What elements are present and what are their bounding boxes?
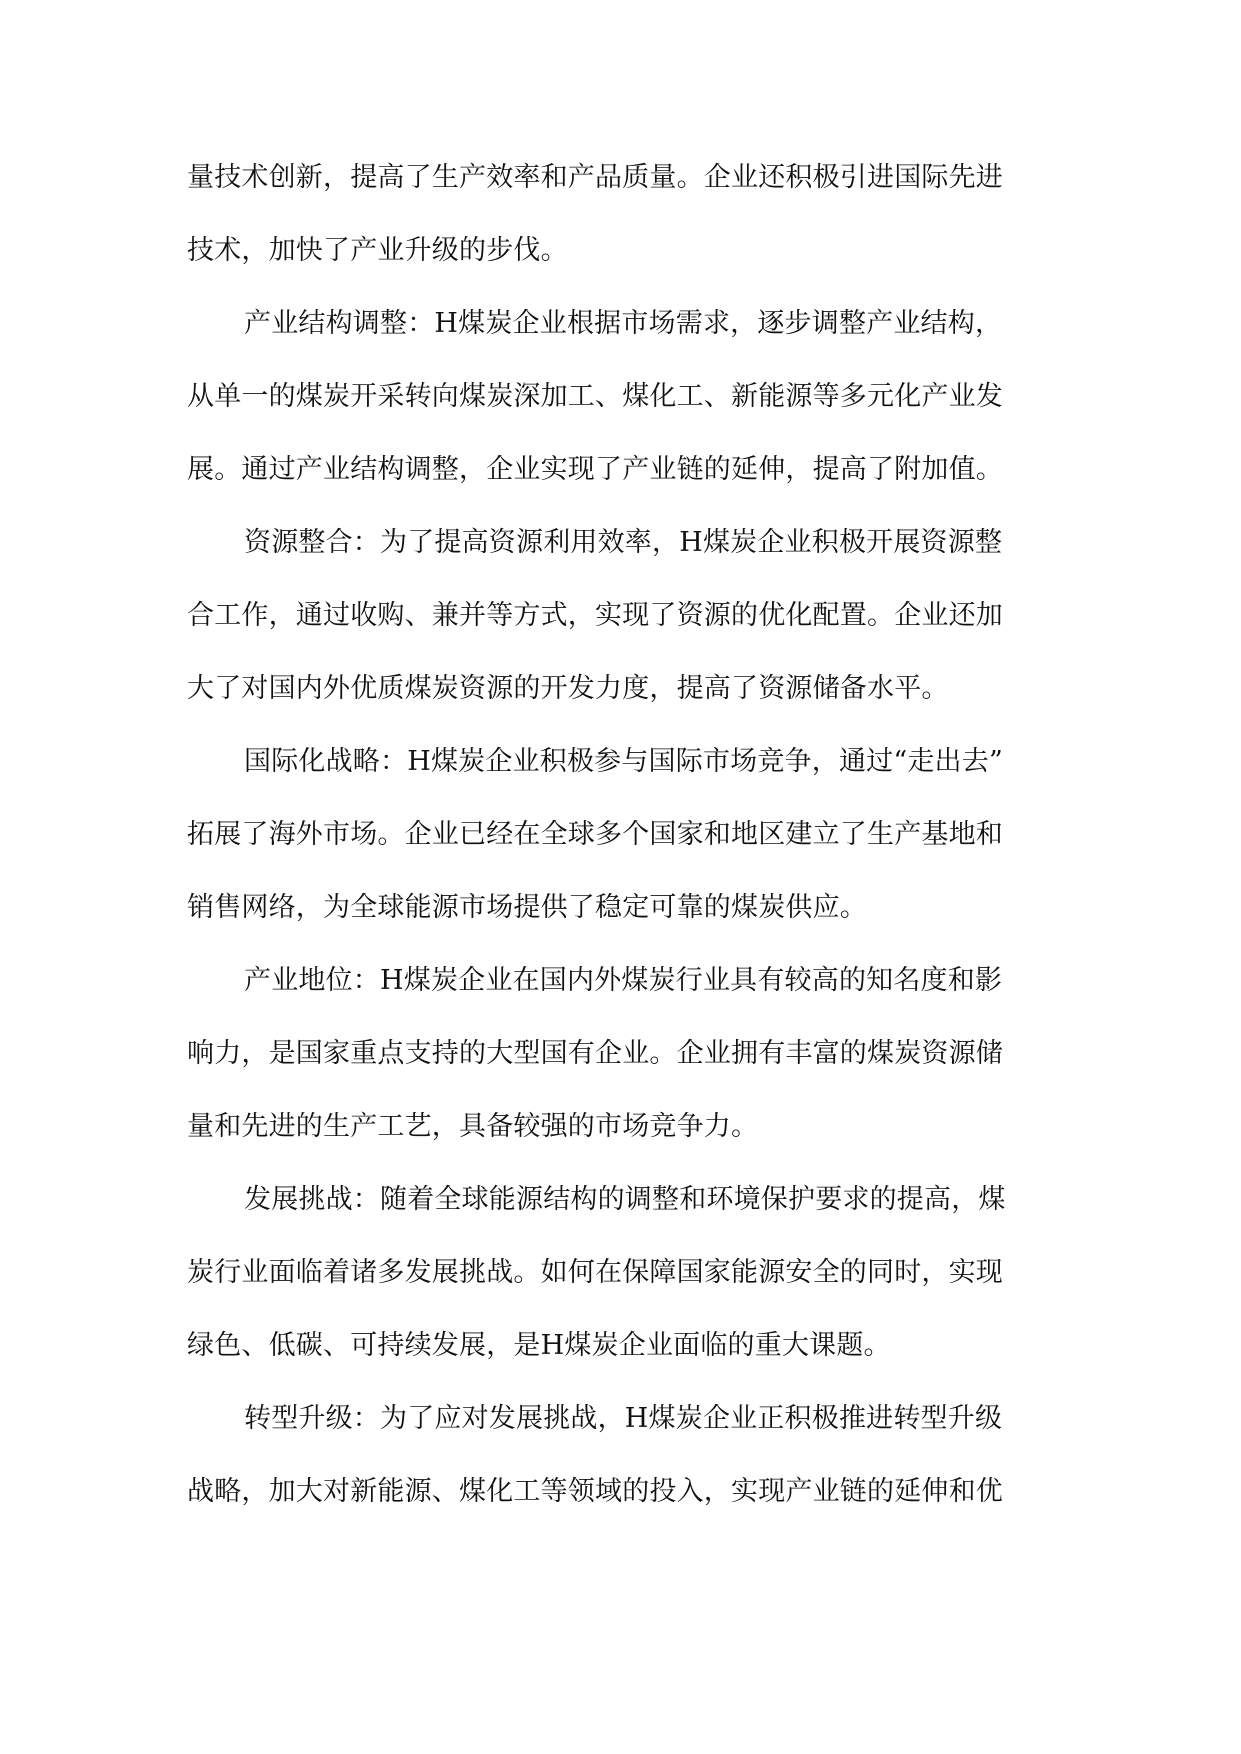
paragraph-development-challenges	[187, 1163, 1057, 1382]
paragraph-line: 合工作，通过收购、兼并等方式，实现了资源的优化配置。企业还加	[187, 600, 1003, 631]
paragraph-industry-position	[187, 944, 1057, 1163]
paragraph-line: 展。通过产业结构调整，企业实现了产业链的延伸，提高了附加值。	[187, 454, 1003, 485]
paragraph-line: 国际化战略：H煤炭企业积极参与国际市场竞争，通过“走出去”	[244, 746, 1003, 777]
paragraph-industry-structure	[187, 287, 1057, 506]
paragraph-line: 转型升级：为了应对发展挑战，H煤炭企业正积极推进转型升级	[244, 1403, 1003, 1434]
paragraph-line: 产业地位：H煤炭企业在国内外煤炭行业具有较高的知名度和影	[244, 965, 1003, 996]
paragraph-line: 拓展了海外市场。企业已经在全球多个国家和地区建立了生产基地和	[187, 819, 1003, 850]
paragraph-line: 大了对国内外优质煤炭资源的开发力度，提高了资源储备水平。	[187, 673, 949, 704]
paragraph-line: 量和先进的生产工艺，具备较强的市场竞争力。	[187, 1111, 759, 1142]
paragraph-line: 量技术创新，提高了生产效率和产品质量。企业还积极引进国际先进	[187, 162, 1003, 193]
paragraph-transformation-upgrade	[187, 1382, 1057, 1528]
paragraph-line: 响力，是国家重点支持的大型国有企业。企业拥有丰富的煤炭资源储	[187, 1038, 1003, 1069]
paragraph-line: 炭行业面临着诸多发展挑战。如何在保障国家能源安全的同时，实现	[187, 1257, 1003, 1288]
paragraph-line: 资源整合：为了提高资源利用效率，H煤炭企业积极开展资源整	[244, 527, 1003, 558]
paragraph-line: 战略，加大对新能源、煤化工等领域的投入，实现产业链的延伸和优	[187, 1476, 1003, 1507]
paragraph-line: 从单一的煤炭开采转向煤炭深加工、煤化工、新能源等多元化产业发	[187, 381, 1003, 412]
paragraph-line: 技术，加快了产业升级的步伐。	[187, 235, 568, 266]
paragraph-line: 绿色、低碳、可持续发展，是H煤炭企业面临的重大课题。	[187, 1330, 891, 1361]
paragraph-internationalization	[187, 725, 1057, 944]
paragraph-resource-integration	[187, 506, 1057, 725]
paragraph-line: 产业结构调整：H煤炭企业根据市场需求，逐步调整产业结构，	[244, 308, 1003, 339]
paragraph-line: 发展挑战：随着全球能源结构的调整和环境保护要求的提高，煤	[244, 1184, 1006, 1215]
paragraph-line: 销售网络，为全球能源市场提供了稳定可靠的煤炭供应。	[187, 892, 867, 923]
document-body	[187, 141, 1057, 1528]
paragraph-technology-innovation	[187, 141, 1057, 287]
